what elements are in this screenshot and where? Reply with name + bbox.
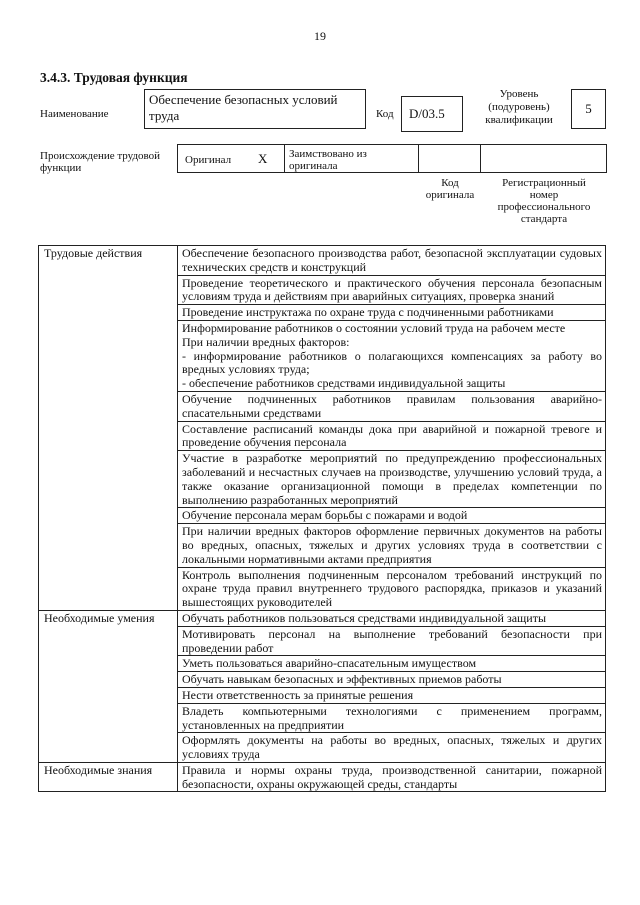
level-value: 5 <box>585 101 592 116</box>
level-label: Уровень (подуровень) квалификации <box>485 88 553 126</box>
borrowed-label: Заимствовано из оригинала <box>289 148 367 172</box>
list-item <box>178 320 606 391</box>
list-item: Проведение теоретического и практического обучения персонала безопасным условиям труда и действиям при аварийных ситуациях, проверка знаний <box>178 275 606 305</box>
harmful-heading: При наличии вредных факторов: <box>182 334 350 349</box>
original-mark: X <box>258 151 268 166</box>
origin-divider <box>284 145 285 172</box>
name-label: Наименование <box>40 108 109 120</box>
list-item: Правила и нормы охраны труда, производственной санитарии, пожарной безопасности, охраны окружающей среды, стандарты <box>178 762 606 792</box>
level-box <box>571 89 606 129</box>
list-item: Составление расписаний команды дока при аварийной и пожарной тревоге и проведение обучения персонала <box>178 421 606 451</box>
function-name: Обеспечение безопасных условий труда <box>149 92 338 123</box>
code-value: D/03.5 <box>409 106 445 121</box>
list-item: Участие в разработке мероприятий по предупреждению профессиональных заболеваний и несчастных случаев на производстве, улучшению условий труда, а также оказание организационной помощи в пределах компетенции по выполнению разработанных мероприятий <box>178 451 606 508</box>
list-item: Обучение подчиненных работников правилам пользования аварийно-спасательными средствами <box>178 391 606 421</box>
list-item: Проведение инструктажа по охране труда с подчиненными работниками <box>178 305 606 321</box>
harmful-line: - информирование работников о полагающихся компенсациях за работу во вредных условиях труда; <box>182 348 602 377</box>
code-box <box>401 96 463 132</box>
origin-table <box>177 144 607 173</box>
row-label: Необходимые умения <box>39 610 178 762</box>
original-label: Оригинал <box>185 154 232 166</box>
list-item: Нести ответственность за принятые решения <box>178 687 606 703</box>
list-item: При наличии вредных факторов оформление первичных документов на работы во вредных, опасных, тяжелых и других условиях труда в соответствии с локальными нормативными актами предприятия <box>178 524 606 567</box>
table-row <box>39 610 606 626</box>
code-label: Код <box>376 108 394 120</box>
origin-label: Происхождение трудовой функции <box>40 150 161 174</box>
function-name-box <box>144 89 366 129</box>
list-item: Мотивировать персонал на выполнение требований безопасности при проведении работ <box>178 626 606 656</box>
row-label: Трудовые действия <box>39 246 178 611</box>
table-row <box>39 762 606 792</box>
row-label: Необходимые знания <box>39 762 178 792</box>
list-item: Обучать работников пользоваться средствами индивидуальной защиты <box>178 610 606 626</box>
origin-divider <box>418 145 419 172</box>
page-number: 19 <box>314 29 326 43</box>
list-item: Владеть компьютерными технологиями с применением программ, установленных на предприятии <box>178 703 606 733</box>
section-title: 3.4.3. Трудовая функция <box>40 70 188 85</box>
list-item: Уметь пользоваться аварийно-спасательным имуществом <box>178 656 606 672</box>
list-item-text: Информирование работников о состоянии условий труда на рабочем месте <box>182 320 566 335</box>
code-original-caption: Код оригинала <box>425 177 475 201</box>
list-item: Обучение персонала мерам борьбы с пожарами и водой <box>178 508 606 524</box>
list-item: Контроль выполнения подчиненным персоналом требований инструкций по охране труда правил внутреннего трудового распорядка, приказов и указаний вышестоящих руководителей <box>178 567 606 610</box>
reg-number-caption: Регистрационный номер профессионального стандарта <box>497 177 591 225</box>
origin-divider <box>480 145 481 172</box>
harmful-line: - обеспечение работников средствами индивидуальной защиты <box>182 376 506 391</box>
list-item: Обучать навыкам безопасных и эффективных приемов работы <box>178 672 606 688</box>
function-details-table <box>38 245 606 792</box>
table-row <box>39 246 606 276</box>
list-item: Обеспечение безопасного производства работ, безопасной эксплуатации судовых технических средств и конструкций <box>178 246 606 276</box>
list-item: Оформлять документы на работы во вредных, опасных, тяжелых и других условиях труда <box>178 733 606 763</box>
